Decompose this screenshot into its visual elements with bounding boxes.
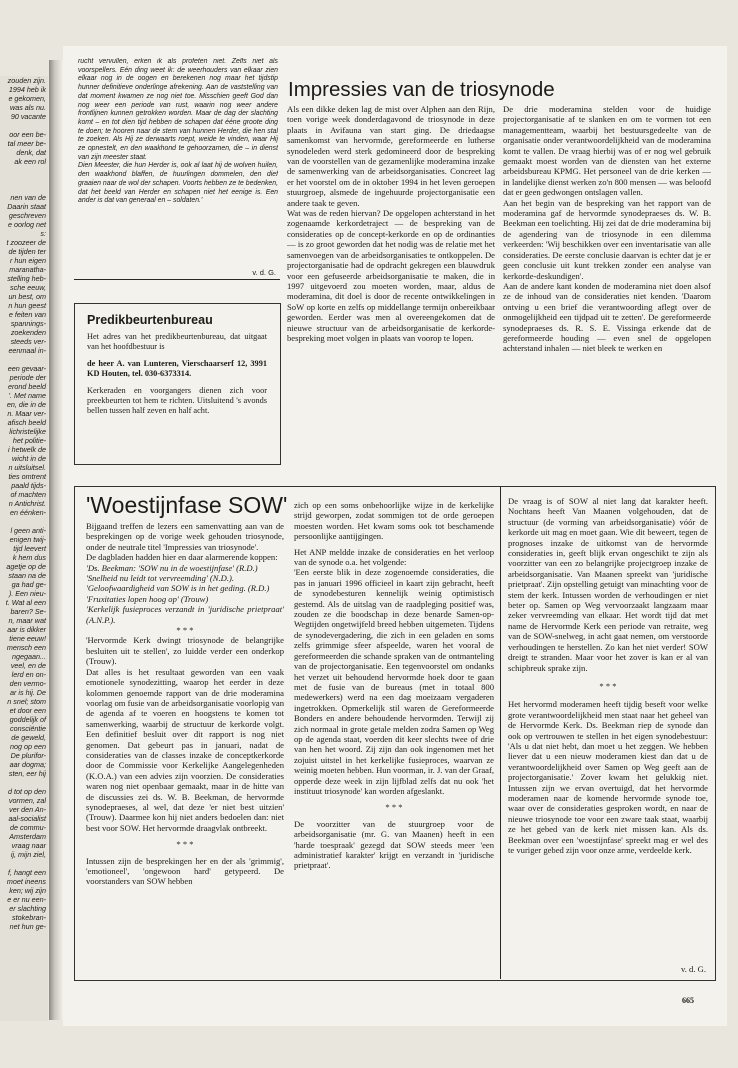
previous-page-line: et door een bbox=[9, 706, 46, 715]
previous-page-line: of machten bbox=[10, 490, 46, 499]
previous-page-line: spannings- bbox=[10, 319, 46, 328]
predikbeurten-box bbox=[74, 303, 281, 465]
previous-page-line: i hetwelk de bbox=[8, 445, 46, 454]
previous-page-line: De plurifor- bbox=[10, 751, 46, 760]
previous-page-line: ). Een nieu- bbox=[8, 589, 46, 598]
previous-page-line: tiene eeuw! bbox=[9, 634, 46, 643]
impressies-paragraph-3: De drie moderamina stelden voor de huidige projectorganisatie af te slanken en om te vormen tot een managementteam, waarbij het bestuursgedeelte van de organisatie onder verantwoordelijkheid van de moderamina komt te vallen. De vraag hierbij was of er nog wel gebruik gemaakt moest worden van de diensten van het externe arbeidsbureau KPMG. Het personeel van de drie kerken — in landelijke dienst werken zo'n 800 mensen — was beloofd dat er geen gedwongen ontslagen vallen. bbox=[503, 104, 711, 198]
previous-page-line: t zoozeer de bbox=[6, 238, 46, 247]
previous-page-line bbox=[6, 166, 46, 175]
quote-signature: v. d. G. bbox=[252, 268, 276, 277]
previous-page-line: vraag naar bbox=[11, 841, 46, 850]
previous-page-line: consciëntie bbox=[10, 724, 46, 733]
previous-page-line bbox=[6, 184, 46, 193]
previous-page-line: zoekenden bbox=[10, 328, 46, 337]
previous-page-line: un best, om bbox=[8, 292, 46, 301]
previous-page-line bbox=[6, 778, 46, 787]
previous-page-line: ar is hij. De bbox=[10, 688, 46, 697]
previous-page-line: aar is dikker bbox=[7, 625, 46, 634]
headline-4: 'Fruxitaties lopen hoog op' (Trouw) bbox=[86, 593, 209, 604]
predikbeurten-note: Kerkeraden en voorgangers dienen zich voor preekbeurten tot hem te richten. Uitsluitend 's avonds bellen tussen half zeven en half acht. bbox=[87, 385, 267, 416]
predikbeurten-address: de heer A. van Lunteren, Vierschaarserf 12, 3991 KD Houten, tel. 030-6373314. bbox=[87, 358, 267, 379]
previous-page-line: het politie- bbox=[12, 436, 46, 445]
previous-page-line: net hun ge- bbox=[9, 922, 46, 931]
woestijn-signature: v. d. G. bbox=[681, 964, 706, 974]
previous-page-line: '. Met name bbox=[8, 391, 46, 400]
previous-page-line: steeds ver- bbox=[10, 337, 46, 346]
previous-page-line: e er nu een- bbox=[7, 895, 46, 904]
previous-page-line: n, maar wat bbox=[8, 616, 46, 625]
previous-page-line: agetje op de bbox=[6, 562, 46, 571]
woestijn-paragraph-7: De vraag is of SOW al niet lang dat karakter heeft. Nochtans heeft Van Maanen volgehouden, dat de structuur (de vorming van arbeidsorganisatie) vóór de kerkorde uit mag en moet gaan. Wie dit beweert, tegen de prognoses inzake de uitkomst van de hervormde consideraties in, geeft blijk ervan ongeschikt te zijn als voorzitter van een zo belangrijke projectgroep inzake de arbeidsorganisatie. Van Maanen spreekt van 'juridische prietpraat'. Zijn opstelling getuigt van minachting voor de stem der kerk. Intussen worden de verhoudingen er niet beter op. Samen op Weg vervoorzaakt langzaam maar zeker vervreemding van elkaar. Het wordt tijd dat met name de Hervormde Kerk een periode van retraite, weg van de SOW-snelweg, in acht gaat nemen, om verstoorde verhoudingen te herstellen. Zo kan het niet verder! SOW dreigt te stranden. Maar voor het zover is kan er al van schipbreuk sprake zijn. bbox=[508, 496, 708, 673]
previous-page-line: n uitsluitsel. bbox=[8, 463, 46, 472]
woestijn-paragraph-1: 'Hervormde Kerk dwingt triosynode de belangrijke besluiten uit te stellen', zo luidde verder een onderkop (Trouw). bbox=[86, 635, 284, 667]
previous-page-line: n Antichrist. bbox=[8, 499, 46, 508]
woestijnfase-column-3 bbox=[508, 496, 708, 962]
previous-page-line: staan na de bbox=[8, 571, 46, 580]
section-stars: * * * bbox=[385, 802, 403, 813]
section-stars: * * * bbox=[599, 680, 617, 691]
page-number: 665 bbox=[682, 996, 694, 1005]
headline-5: 'Kerkelijk fusieproces verzandt in 'juridische prietpraat' (A.N.P.). bbox=[86, 604, 284, 625]
previous-page-line: baren? Se- bbox=[10, 607, 46, 616]
woestijn-intro: Bijgaand treffen de lezers een samenvatting aan van de besprekingen op de vorige week gehouden triosynode, onder de neutrale titel 'Impressies van triosynode'. bbox=[86, 521, 284, 552]
previous-page-line: een gevaar- bbox=[7, 364, 46, 373]
previous-page-line: was als nu. bbox=[10, 103, 46, 112]
predikbeurten-body bbox=[87, 332, 267, 460]
previous-page-line bbox=[6, 175, 46, 184]
previous-page-line: maranatha- bbox=[9, 265, 46, 274]
previous-page-line: veel, en de bbox=[10, 661, 46, 670]
previous-page-line: ij, mijn ziel, bbox=[10, 850, 46, 859]
woestijn-paragraph-8: Het hervormd moderamen heeft tijdig beseft voor welke grote verantwoordelijkheid men staat naar het geheel van de Hervormde Kerk. Ds. Beekman riep de synode dan ook op vertrouwen te stellen in het eigen synodebestuur: 'Als u dat niet hebt, dan moet u het zeggen. We hebben liever dat u een nieuw moderamen kiest dan dat u de verantwoordelijkheid over Samen op Weg geeft aan de projectorganisatie.' Zover kwam het gelukkig niet. Intussen zijn we ervan overtuigd, dat het hervormde moderamen naar de komende hervormde synode toe, waar over de consideraties gesproken wordt, en naar de nieuwe triosynode toe voor een zware taak staat, waarbij ze het gebed van de kerk niet missen kan. Als ds. Beekman over een 'woestijnfase' spreekt mag er wel des te vuriger gebed zijn voor onze arme, verdeelde kerk. bbox=[508, 699, 708, 855]
previous-page-line: eenmaal in- bbox=[8, 346, 46, 355]
previous-page-line: s: bbox=[40, 229, 46, 238]
previous-page-line: lerd en on- bbox=[11, 670, 46, 679]
previous-page-line: aar dogma; bbox=[9, 760, 46, 769]
previous-page-line: denk, dat bbox=[16, 148, 46, 157]
previous-page-line: stokebran- bbox=[12, 913, 46, 922]
woestijn-paragraph-6: De voorzitter van de stuurgroep voor de arbeidsorganisatie (mr. G. van Maanen) heeft in een 'harde toespraak' gezegd dat SOW steeds meer 'een administratief karakter' krijgt en verzandt in 'juridische prietpraat'. bbox=[294, 818, 494, 871]
previous-page-line: de geweld, bbox=[11, 733, 46, 742]
headline-3: 'Geloofwaardigheid van SOW is in het geding. (R.D.) bbox=[86, 583, 270, 594]
page-gutter bbox=[49, 60, 63, 1020]
predikbeurten-intro: Het adres van het predikbeurtenbureau, dat uitgaat van het hoofdbestuur is bbox=[87, 332, 267, 352]
previous-page-line: nog op een bbox=[10, 742, 46, 751]
previous-page-line: stelling heb- bbox=[7, 274, 46, 283]
previous-page-line: vormen, zal bbox=[8, 796, 46, 805]
previous-page-line: sten, eer hij bbox=[8, 769, 46, 778]
previous-page-line: ver den An- bbox=[9, 805, 46, 814]
previous-page-line: t. Wat al een bbox=[5, 598, 46, 607]
previous-page-line: ga had ge- bbox=[11, 580, 46, 589]
previous-page-line: de tijden ter bbox=[8, 247, 46, 256]
previous-page-line: ak een rol bbox=[14, 157, 46, 166]
woestijn-paragraph-3: Intussen zijn de besprekingen her en der als 'grimmig', 'emotioneel', 'ongewoon hard' getypeerd. De voorstanders van SOW hebben bbox=[86, 855, 284, 887]
previous-page-line: zouden zijn. bbox=[7, 76, 46, 85]
impressies-column-1 bbox=[287, 104, 495, 476]
previous-page-line bbox=[6, 859, 46, 868]
previous-page-line: en éénken- bbox=[10, 508, 46, 517]
previous-page-line bbox=[6, 121, 46, 130]
previous-page-line: 90 vacante bbox=[10, 112, 46, 121]
headline-1: 'Ds. Beekman: 'SOW nu in de woestijnfase' (R.D.) bbox=[86, 562, 258, 573]
previous-page-line: lichristelijke bbox=[9, 427, 46, 436]
previous-page-line: moet ineens bbox=[6, 877, 46, 886]
previous-page-line: tijd leevert bbox=[13, 544, 46, 553]
previous-page-text bbox=[6, 76, 46, 931]
previous-page-line: n hun geest bbox=[8, 301, 46, 310]
previous-page-line: periode der bbox=[9, 373, 46, 382]
previous-page-line: l geen anti- bbox=[10, 526, 46, 535]
previous-page-line: geschreven bbox=[8, 211, 46, 220]
previous-page-line: ties omtrent bbox=[8, 472, 46, 481]
previous-page-line: nen van de bbox=[10, 193, 46, 202]
woestijn-paragraph-2: Dat alles is het resultaat geworden van een vaak emotionele synodezitting, waarop het eerder in deze kolommen genoemde rapport van de drie moderamina voorlag om fusie van de arbeidsorganisatie voorlopig van de agenda af te voeren en hoogstens te komen tot samenwerking, waarbij de structuur de kerkorde volgt. Een definitief besluit over dit rapport is nog niet genomen. Dat gebeurt pas in januari, nadat de consideraties van de classes inzake de conceptkerkorde door de Commissie voor Kerkelijke Aangelegenheden (K.O.A.) van een advies zijn voorzien. De consideraties waren nog niet openbaar gemaakt, maar in de hitte van de discussies zei ds. W. B. Beekman, de hervormde synodepraeses, al wel, dat deze 'er niet best uitzien' (Trouw). Daarmee kon hij niet anders bedoelen dan: niet best voor SOW. Het hervormde draagvlak ontbreekt. bbox=[86, 666, 284, 833]
previous-page-line: e gekomen, bbox=[8, 94, 46, 103]
previous-page-line bbox=[6, 355, 46, 364]
previous-page-line: sche eeuw, bbox=[10, 283, 46, 292]
impressies-paragraph-2: Wat was de reden hiervan? De opgelopen achterstand in het zogenaamde kerkordetraject — de bespreking van de consideraties op de concept-kerkorde en op de ordinanties — is zo groot geworden dat het nodig was de relatie met het samenvoegen van de arbeidsorganisaties te ontkoppelen. De projectorganisatie had de opdracht gekregen een blauwdruk voor een gefuseerde arbeidsorganisatie te maken, die in 1997 uitgevoerd zou moeten worden, maar, aldus de moderamina, dit doel is door de recente ontwikkelingen in SoW op korte en zelfs op middellange termijn onbereikbaar geworden. Eerder was men al overeengekomen dat de nieuwe structuur van de arbeidsorganisatie de kerkorde-bespreking moet volgen in plaats van voorop te lopen. bbox=[287, 208, 495, 343]
previous-page-line: goddelijk of bbox=[9, 715, 46, 724]
predikbeurten-title: Predikbeurtenbureau bbox=[87, 313, 213, 327]
previous-page-line: 1994 heb ik bbox=[8, 85, 46, 94]
impressies-column-2 bbox=[503, 104, 711, 476]
previous-page-line: d tot op den bbox=[8, 787, 46, 796]
previous-page-line: tal meer be- bbox=[7, 139, 46, 148]
quote-paragraph-2: Dien Meester, die hun Herder is, ook al laat hij de wolven huilen, den waakhond blaffen, de huurlingen dommelen, den dief graaien naar de wol der schapen. Voorts hebben ze te bedenken, dat het beeld van Herder en schapen niet het eenige is. Een ander is dat van generaal en – soldaten.' bbox=[78, 162, 278, 205]
previous-page-line: Daarin staat bbox=[7, 202, 46, 211]
previous-page-line: erond beeld bbox=[8, 382, 46, 391]
column-divider bbox=[500, 486, 501, 979]
impressies-paragraph-5: Aan de andere kant konden de moderamina niet doen alsof ze de inhoud van de consideraties niet kenden. 'Daarom ontving u een brief die verantwoording aflegt over de onmogelijkheid een tijdpad uit te zetten'. De gereformeerde synodepraeses ds. R. S. E. Vissinga erkende dat de gereformeerde houding — even snel de opgelopen achterstand inhalen — niet bleek te werken en bbox=[503, 280, 711, 354]
quote-paragraph-1: rucht vervullen, erken ik als profeten niet. Zelfs niet als voorspellers. Eén ding weet ik: de weerhouders van elkaar zien elkaar nog in de oogen en berekenen nog maar het tijdstip hunner definitieve onderlinge afrekening. Aan de vaststelling van dat moment kwamen ze nog niet toe. Misschien geeft God dan nog weer een periode van rust, waarin nog weer andere frontlijnen kunnen getrokken worden. Maar de dag der slachting komt – en tot dien tijd hebben de schapen dat ééne groote ding te doen; te hooren naar de stem van hunnen Herder, die hen stal te zoeken. Als Hij ze derwaarts roept, weide te vinden, waar Hij ze opnestelt, en den waakhond te gehoorzamen, die – in dienst van zijn meester staat. bbox=[78, 58, 278, 161]
headline-2: 'Snelheid nu leidt tot vervreemding' (N.D.). bbox=[86, 573, 234, 584]
section-stars: * * * bbox=[176, 625, 194, 636]
previous-page-line: e feiten van bbox=[8, 310, 46, 319]
impressies-paragraph-1: Als een dikke deken lag de mist over Alphen aan den Rijn, toen vorige week donderdagavond de triosynode in deze plaats in Avifauna van start ging. De driedaagse samenkomst van hervormde, gereformeerde en lutherse synodeleden werd sterk gedomineerd door de bespreking van de voorstellen van de gezamenlijke moderamina inzake de samenwerking van de arbeidsorganisaties. Concreet lag er het voorstel om de in oktober 1994 in het leven geroepen stuurgroep, alsmede de ingehuurde projectorganisatie een andere taak te geven. bbox=[287, 104, 495, 208]
previous-page-line: de commu- bbox=[10, 823, 46, 832]
previous-page-line: r hun eigen bbox=[10, 256, 46, 265]
quote-article bbox=[78, 58, 278, 266]
impressies-paragraph-4: Aan het begin van de bespreking van het rapport van de moderamina gaf de hervormde synodepraeses ds. W. B. Beekman een toelichting. Hij zei dat de drie moderamina bij de agendering van de triosynode in een dilemma verkeerden: 'Wij beschikken over een inventarisatie van alle consideraties. De eerste conclusie daarvan is echter dat je er geen conclusie uit kunt trekken zonder een analyse van kerkorde-deskundigen'. bbox=[503, 197, 711, 281]
previous-page-strip bbox=[0, 76, 48, 1021]
previous-page-line: n snel; stom bbox=[7, 697, 46, 706]
previous-page-line: en, die in de bbox=[6, 400, 46, 409]
woestijnfase-column-2 bbox=[294, 500, 494, 974]
previous-page-line: afisch beeld bbox=[7, 418, 46, 427]
impressies-title: Impressies van de triosynode bbox=[288, 78, 555, 101]
previous-page-line bbox=[6, 517, 46, 526]
woestijnfase-title: 'Woestijnfase SOW' bbox=[86, 492, 288, 518]
previous-page-line: n. Maar ver- bbox=[7, 409, 46, 418]
woestijn-paragraph-5: Het ANP meldde inzake de consideraties en het verloop van de synode o.a. het volgende: bbox=[294, 546, 494, 568]
previous-page-line: Amsterdam bbox=[9, 832, 46, 841]
previous-page-line: wicht in de bbox=[12, 454, 46, 463]
previous-page-line: e oorlog net bbox=[8, 220, 46, 229]
previous-page-line: k hem dus bbox=[12, 553, 46, 562]
previous-page-line: ngegaan... bbox=[12, 652, 46, 661]
previous-page-line: f, hangt een bbox=[8, 868, 46, 877]
divider-line bbox=[74, 279, 280, 280]
woestijn-headlines-intro: De dagbladen hadden hier en daar alarmerende koppen: bbox=[86, 552, 278, 563]
previous-page-line: enigen twij- bbox=[9, 535, 46, 544]
woestijn-paragraph-4: zich op een soms onbehoorlijke wijze in de kerkelijke strijd geworpen, zodat sommigen tot de orde geroepen moesten worden. Het kwam soms ook tot beschamende persoonlijke aantijgingen. bbox=[294, 500, 494, 542]
previous-page-line: oor een be- bbox=[9, 130, 46, 139]
previous-page-line: paald tijds- bbox=[11, 481, 46, 490]
previous-page-line: aal-socialist bbox=[8, 814, 46, 823]
previous-page-line: mensch een bbox=[6, 643, 46, 652]
previous-page-line: er slachting bbox=[9, 904, 46, 913]
anp-quote: 'Een eerste blik in deze zogenoemde consideraties, die pas in januari 1996 officieel in kaart zijn gebracht, heeft de synodebesturen kennelijk weinig optimistisch gestemd. Als de uitslag van de raadpleging positief was, zouden ze die boodschap in deze benarde Samen-op-Wegtijden ongetwijfeld breed hebben uitgemeten. Tijdens de synodevergadering, die zich in een geladen en soms zelfs grimmige sfeer afspeelde, waren het vooral de gereformeerden die schande spraken van de ontmanteling van de projectorganisatie. Een tegenvoorstel om ondanks het verzet uit behoudend hervormde hoek door te gaan met de fusie van de bureaus (met in totaal 800 medewerkers) werd na een dag moeizaam vergaderen ingetrokken. Opmerkelijk stil waren de Gereformeerde Bonders en andere behoudende hervormden. Terwijl zij zich normaal in grote getale melden zodra Samen op Weg op de agenda staat, voerden dit keer slechts twee of drie van hen het woord. Zij zijn dan ook ingenomen met het zojuist uitstel in het kerkelijke fusieproces, waarvan ze weinig moeten hebben. Hun voorman, ir. J. van der Graaf, opperde deze week in zijn lijfblad zelfs dat nu ook 'het instituut triosynode' kan worden afgeslankt. bbox=[294, 567, 494, 796]
previous-page-line: den vermo- bbox=[9, 679, 46, 688]
section-stars: * * * bbox=[176, 839, 194, 850]
woestijnfase-column-1 bbox=[86, 521, 284, 973]
previous-page-line: ken; wij zijn bbox=[9, 886, 46, 895]
